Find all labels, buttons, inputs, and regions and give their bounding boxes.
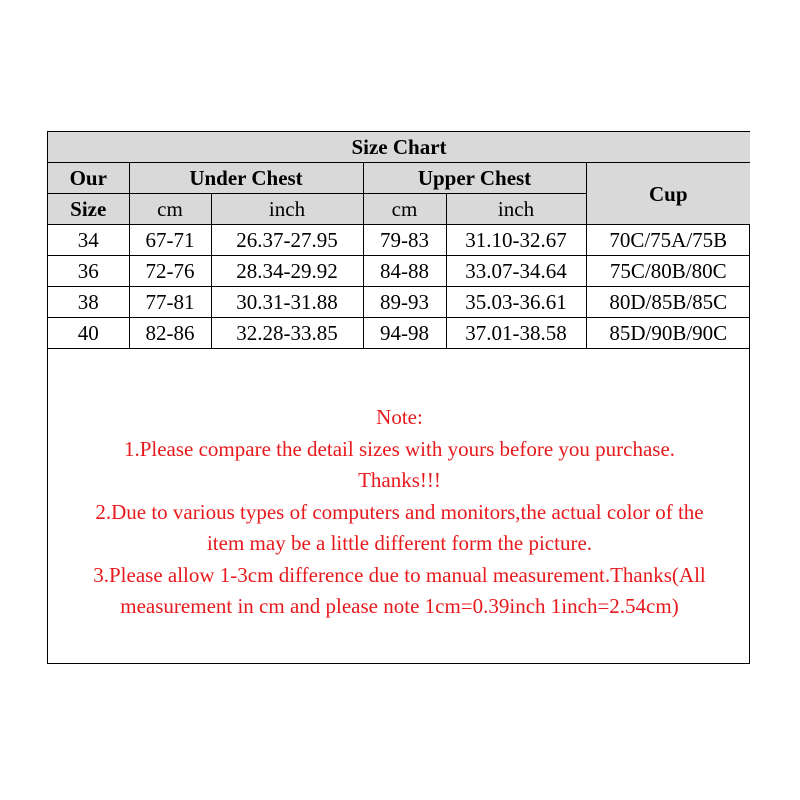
upper-chest-header: Upper Chest: [363, 163, 586, 194]
notes-block: [48, 402, 751, 623]
header-row-1: [48, 163, 750, 194]
title-row: [48, 132, 750, 163]
under-inch-cell: 32.28-33.85: [211, 318, 363, 349]
table-row: [48, 318, 750, 349]
note-line: 1.Please compare the detail sizes with yours before you purchase.: [123, 436, 676, 461]
under-cm-cell: 67-71: [129, 225, 211, 256]
under-chest-cm-header: cm: [129, 194, 211, 225]
under-inch-cell: 26.37-27.95: [211, 225, 363, 256]
cup-cell: 75C/80B/80C: [586, 256, 750, 287]
size-cell: 40: [48, 318, 129, 349]
size-cell: 36: [48, 256, 129, 287]
cup-cell: 85D/90B/90C: [586, 318, 750, 349]
under-cm-cell: 72-76: [129, 256, 211, 287]
upper-cm-cell: 89-93: [363, 287, 446, 318]
under-chest-header: Under Chest: [129, 163, 363, 194]
under-cm-cell: 77-81: [129, 287, 211, 318]
table-row: [48, 225, 750, 256]
our-size-header-line1: Our: [48, 163, 129, 194]
upper-cm-cell: 79-83: [363, 225, 446, 256]
table-title: Size Chart: [48, 132, 750, 163]
note-line: measurement in cm and please note 1cm=0.39inch 1inch=2.54cm): [120, 594, 679, 618]
cup-cell: 80D/85B/85C: [586, 287, 750, 318]
upper-inch-cell: 35.03-36.61: [446, 287, 586, 318]
under-cm-cell: 82-86: [129, 318, 211, 349]
upper-inch-cell: 37.01-38.58: [446, 318, 586, 349]
note-line: Thanks!!!: [358, 468, 441, 492]
upper-inch-cell: 33.07-34.64: [446, 256, 586, 287]
upper-cm-cell: 94-98: [363, 318, 446, 349]
size-chart: [47, 131, 750, 664]
note-line: 2.Due to various types of computers and monitors,the actual color of the: [95, 499, 704, 524]
upper-chest-cm-header: cm: [363, 194, 446, 225]
under-inch-cell: 28.34-29.92: [211, 256, 363, 287]
table-row: [48, 287, 750, 318]
cup-header: Cup: [586, 163, 750, 225]
under-inch-cell: 30.31-31.88: [211, 287, 363, 318]
note-line: 3.Please allow 1-3cm difference due to manual measurement.Thanks(All: [93, 562, 706, 587]
upper-inch-cell: 31.10-32.67: [446, 225, 586, 256]
under-chest-inch-header: inch: [211, 194, 363, 225]
size-cell: 38: [48, 287, 129, 318]
table-row: [48, 256, 750, 287]
our-size-header-line2: Size: [48, 194, 129, 225]
upper-cm-cell: 84-88: [363, 256, 446, 287]
note-line: item may be a little different form the picture.: [206, 531, 593, 555]
upper-chest-inch-header: inch: [446, 194, 586, 225]
note-heading: Note:: [376, 405, 423, 429]
size-cell: 34: [48, 225, 129, 256]
cup-cell: 70C/75A/75B: [586, 225, 750, 256]
size-table: [48, 132, 750, 349]
